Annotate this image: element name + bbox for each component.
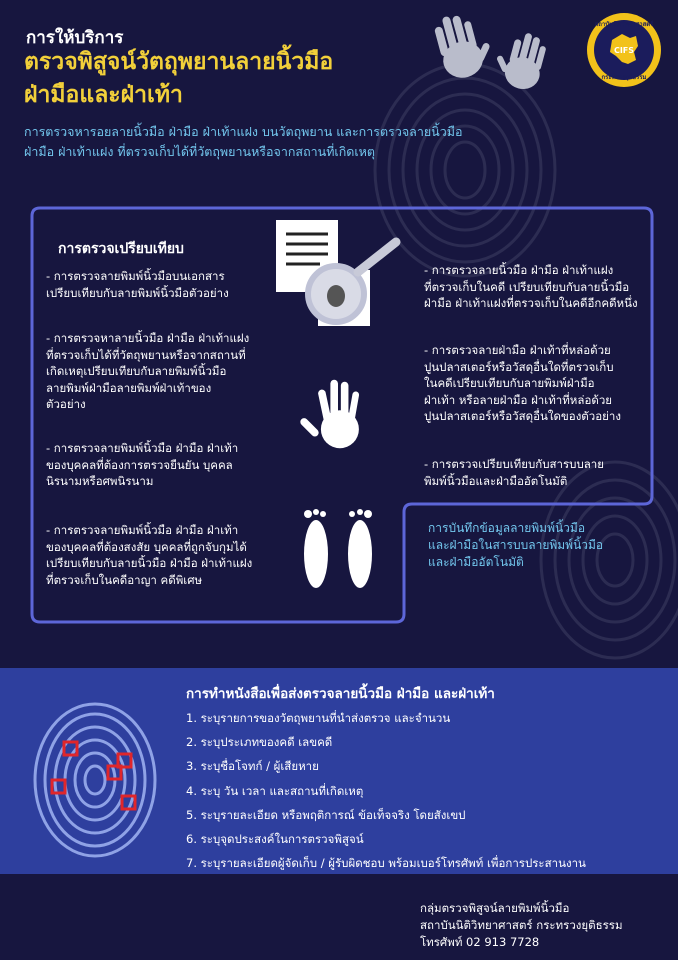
footprints-icon bbox=[294, 502, 384, 602]
title-line-2: ฝ่ามือและฝ่าเท้า bbox=[24, 82, 183, 108]
footer-unit: กลุ่มตรวจพิสูจน์ลายพิมพ์นิ้วมือ bbox=[420, 901, 570, 915]
contact-footer bbox=[420, 900, 652, 951]
title-line-1: ตรวจพิสูจน์วัตถุพยานลายนิ้วมือ bbox=[24, 49, 334, 75]
list-item: 6. ระบุจุดประสงค์ในการตรวจพิสูจน์ bbox=[186, 831, 364, 846]
footer-phone: โทรศัพท์ 02 913 7728 bbox=[420, 935, 540, 949]
logo-bottom-text: กระทรวงยุติธรรม bbox=[601, 74, 647, 81]
right-item-3: - การตรวจเปรียบเทียบกับสารบบลาย พิมพ์นิ้วมือและฝ่ามืออัตโนมัติ bbox=[424, 457, 604, 488]
list-item: 7. ระบุรายละเอียดผู้จัดเก็บ / ผู้รับผิดชอบ พร้อมเบอร์โทรศัพท์ เพื่อการประสานงาน bbox=[186, 856, 586, 871]
logo-center-text: CIFS bbox=[613, 46, 635, 55]
database-note: การบันทึกข้อมูลลายพิมพ์นิ้วมือ และฝ่ามือในสารบบลายพิมพ์นิ้วมือ และฝ่ามืออัตโนมัติ bbox=[428, 521, 604, 569]
right-item-1: - การตรวจลายนิ้วมือ ฝ่ามือ ฝ่าเท้าแฝง ที่ตรวจเก็บในคดี เปรียบเทียบกับลายนิ้วมือ ฝ่ามือ ฝ่าเท้าแฝงที่ตรวจเก็บในคดีอีกคดีหนึ่ง bbox=[424, 263, 638, 310]
list-item: 5. ระบุรายละเอียด หรือพฤติการณ์ ข้อเท็จจริง โดยสังเขป bbox=[186, 807, 466, 822]
footer-agency: สถาบันนิติวิทยาศาสตร์ กระทรวงยุติธรรม bbox=[420, 918, 623, 932]
intro-line-1: การตรวจหารอยลายนิ้วมือ ฝ่ามือ ฝ่าเท้าแฝง บนวัตถุพยาน และการตรวจลายนิ้วมือ bbox=[24, 124, 463, 139]
left-item-2: - การตรวจหาลายนิ้วมือ ฝ่ามือ ฝ่าเท้าแฝง ที่ตรวจเก็บได้ที่วัตถุพยานหรือจากสถานที่ เกิดเหตุเปรียบเทียบกับลายพิมพ์นิ้วมือ ลายพิมพ์ฝ่ามือลายพิมพ์ฝ่าเท้าของ ตัวอย่าง bbox=[46, 331, 250, 411]
left-item-4: - การตรวจลายพิมพ์นิ้วมือ ฝ่ามือ ฝ่าเท้า ของบุคคลที่ต้องสงสัย บุคคลที่ถูกจับกุมได้ เปรียบเทียบกับลายนิ้วมือ ฝ่ามือ ฝ่าเท้าแฝง ที่ตรวจเก็บในคดีอาญา คดีพิเศษ bbox=[46, 523, 253, 587]
header-subtitle: การให้บริการ bbox=[26, 28, 124, 48]
right-item-2: - การตรวจลายฝ่ามือ ฝ่าเท้าที่หล่อด้วย ปูนปลาสเตอร์หรือวัสดุอื่นใดที่ตรวจเก็บ ในคดีเปรียบเทียบกับลายพิมพ์ฝ่ามือ ฝ่าเท้า หรือลายฝ่ามือ ฝ่าเท้าที่หล่อด้วย ปูนปลาสเตอร์หรือวัสดุอื่นใดของตัวอย่าง bbox=[424, 343, 621, 423]
document-magnifier-icon bbox=[272, 214, 412, 334]
list-item: 2. ระบุประเภทของคดี เลขคดี bbox=[186, 735, 333, 750]
left-item-3: - การตรวจลายพิมพ์นิ้วมือ ฝ่ามือ ฝ่าเท้า ของบุคคลที่ต้องการตรวจยืนยัน บุคคล นิรนามหรือศพนิรนาม bbox=[46, 441, 239, 488]
comparison-heading: การตรวจเปรียบเทียบ bbox=[58, 241, 184, 257]
left-item-1: - การตรวจลายพิมพ์นิ้วมือบนเอกสาร เปรียบเทียบกับลายพิมพ์นิ้วมือตัวอย่าง bbox=[46, 269, 229, 300]
list-item: 4. ระบุ วัน เวลา และสถานที่เกิดเหตุ bbox=[186, 783, 364, 798]
fingerprint-markers-icon bbox=[30, 700, 160, 860]
list-item: 1. ระบุรายการของวัตถุพยานที่นำส่งตรวจ และจำนวน bbox=[186, 711, 451, 725]
list-item: 3. ระบุชื่อโจทก์ / ผู้เสียหาย bbox=[186, 759, 319, 774]
handprint-center-icon bbox=[300, 372, 376, 456]
request-steps-list bbox=[186, 706, 586, 875]
intro-line-2: ฝ่ามือ ฝ่าเท้าแฝง ที่ตรวจเก็บได้ที่วัตถุพยานหรือจากสถานที่เกิดเหตุ bbox=[24, 144, 376, 159]
logo-top-text: สถาบันนิติวิทยาศาสตร์ bbox=[594, 21, 654, 28]
request-heading: การทำหนังสือเพื่อส่งตรวจลายนิ้วมือ ฝ่ามือ และฝ่าเท้า bbox=[186, 686, 495, 702]
